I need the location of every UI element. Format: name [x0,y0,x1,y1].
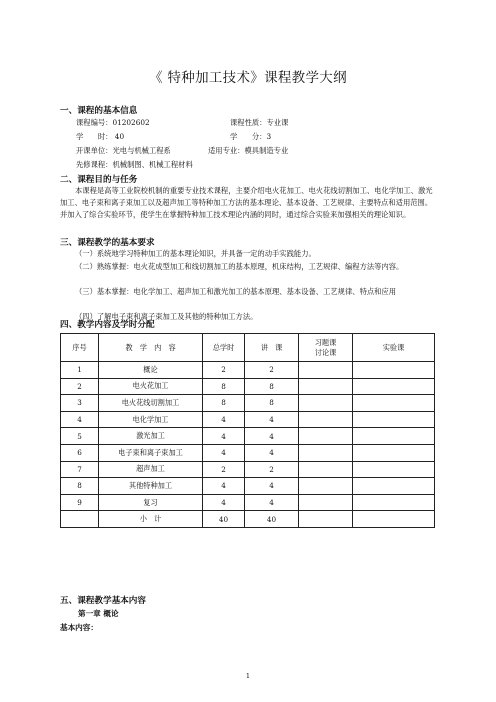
table-cell: 电化学加工 [99,411,203,428]
table-cell: 5 [61,428,99,445]
table-cell [353,428,435,445]
table-cell: 40 [245,511,299,528]
table-row [61,411,435,428]
table-cell [353,478,435,495]
section-basic-content: 五、课程教学基本内容 [60,596,146,606]
table-cell: 2 [203,362,245,379]
table-row [61,428,435,445]
course-hours: 学 时： 40 [76,132,125,141]
table-cell: 4 [203,428,245,445]
table-cell [353,395,435,412]
course-syllabus-title: 《 特种加工技术》课程教学大纲 [149,70,347,86]
table-cell: 2 [245,362,299,379]
section-purpose: 二、课程目的与任务 [60,175,138,185]
table-cell: 8 [245,395,299,412]
requirement-item: （二）熟练掌握：电火花成型加工和线切割加工的基本原理，机床结构，工艺规律、编程方法等内容。 [75,262,404,271]
table-cell: 概论 [99,362,203,379]
table-cell [299,411,353,428]
table-header-cell: 教 学 内 容 [99,334,203,362]
table-row [61,395,435,412]
section-requirements: 三、课程教学的基本要求 [60,238,155,248]
table-cell [299,428,353,445]
table-cell: 8 [203,378,245,395]
table-cell: 4 [245,478,299,495]
table-cell [353,461,435,478]
table-cell: 2 [203,461,245,478]
table-cell [299,478,353,495]
table-cell: 8 [203,395,245,412]
hours-allocation-table [60,333,435,528]
table-cell: 复习 [99,494,203,511]
table-cell: 6 [61,444,99,461]
table-cell: 电火花线切割加工 [99,395,203,412]
table-row [61,362,435,379]
course-nature: 课程性质：专业课 [230,118,289,127]
table-cell [61,511,99,528]
offering-unit: 开课单位：光电与机械工程系 [76,146,171,155]
table-row [61,461,435,478]
table-cell: 3 [61,395,99,412]
table-cell [353,494,435,511]
table-header-cell: 实验课 [353,334,435,362]
table-cell [299,511,353,528]
table-cell: 7 [61,461,99,478]
requirement-item: （四）了解电子束和离子束加工及其他的特种加工方法。 [75,312,258,321]
table-cell: 2 [245,461,299,478]
table-header-cell: 序号 [61,334,99,362]
table-row [61,478,435,495]
table-cell: 电火花加工 [99,378,203,395]
table-cell [299,461,353,478]
table-header-cell: 总学时 [203,334,245,362]
table-cell: 4 [203,411,245,428]
table-cell [299,378,353,395]
table-row [61,444,435,461]
course-credits: 学 分：3 [230,132,272,141]
table-cell [353,362,435,379]
course-code: 课程编号：01202602 [76,118,150,127]
table-cell [299,395,353,412]
table-cell: 超声加工 [99,461,203,478]
table-cell [299,494,353,511]
table-cell [299,362,353,379]
table-cell: 1 [61,362,99,379]
section-content-hours: 四、教学内容及学时分配 [60,320,155,330]
table-cell: 4 [203,444,245,461]
table-header-cell: 习题课 讨论课 [299,334,353,362]
table-cell [353,378,435,395]
table-header-cell: 讲 课 [245,334,299,362]
table-cell [353,511,435,528]
table-cell: 8 [245,378,299,395]
chapter-heading: 第一章 概论 [78,609,119,618]
table-cell: 4 [203,478,245,495]
table-cell: 4 [61,411,99,428]
table-cell: 9 [61,494,99,511]
table-cell: 4 [245,444,299,461]
table-cell: 4 [245,428,299,445]
page-number: 1 [245,672,251,680]
table-cell: 其他特种加工 [99,478,203,495]
table-cell [353,444,435,461]
table-cell: 4 [245,494,299,511]
basic-content-label: 基本内容： [60,623,98,632]
table-cell [353,411,435,428]
section-basic-info: 一、课程的基本信息 [60,106,138,116]
table-cell [299,444,353,461]
prerequisite-courses: 先修课程：机械制图、机械工程材料 [76,160,193,169]
applicable-major: 适用专业：模具制造专业 [208,146,289,155]
requirement-item: （三）基本掌握：电化学加工、超声加工和激光加工的基本原理、基本设备、工艺规律、特点和应用 [75,287,397,296]
table-row [61,511,435,528]
table-cell: 40 [203,511,245,528]
table-cell: 小 计 [99,511,203,528]
table-row [61,494,435,511]
purpose-paragraph: 本课程是高等工业院校机制的重要专业技术课程，主要介绍电火花加工、电火花线切割加工、电化学加工、激光加工、电子束和离子束加工以及超声加工等特种加工方法的基本理论、基本设备、工艺规律、主要特点和适用范围。并加入了综合实验环节，使学生在掌握特种加工技术理论内涵的同时，通过综合实验来加强相关的理论知识。 [60,186,433,220]
table-cell: 电子束和离子束加工 [99,444,203,461]
table-cell: 8 [61,478,99,495]
table-cell: 4 [203,494,245,511]
table-header-row [61,334,435,362]
table-row [61,378,435,395]
table-cell: 激光加工 [99,428,203,445]
table-cell: 4 [245,411,299,428]
table-cell: 2 [61,378,99,395]
requirement-item: （一）系统地学习特种加工的基本理论知识，并具备一定的动手实践能力。 [75,249,316,258]
